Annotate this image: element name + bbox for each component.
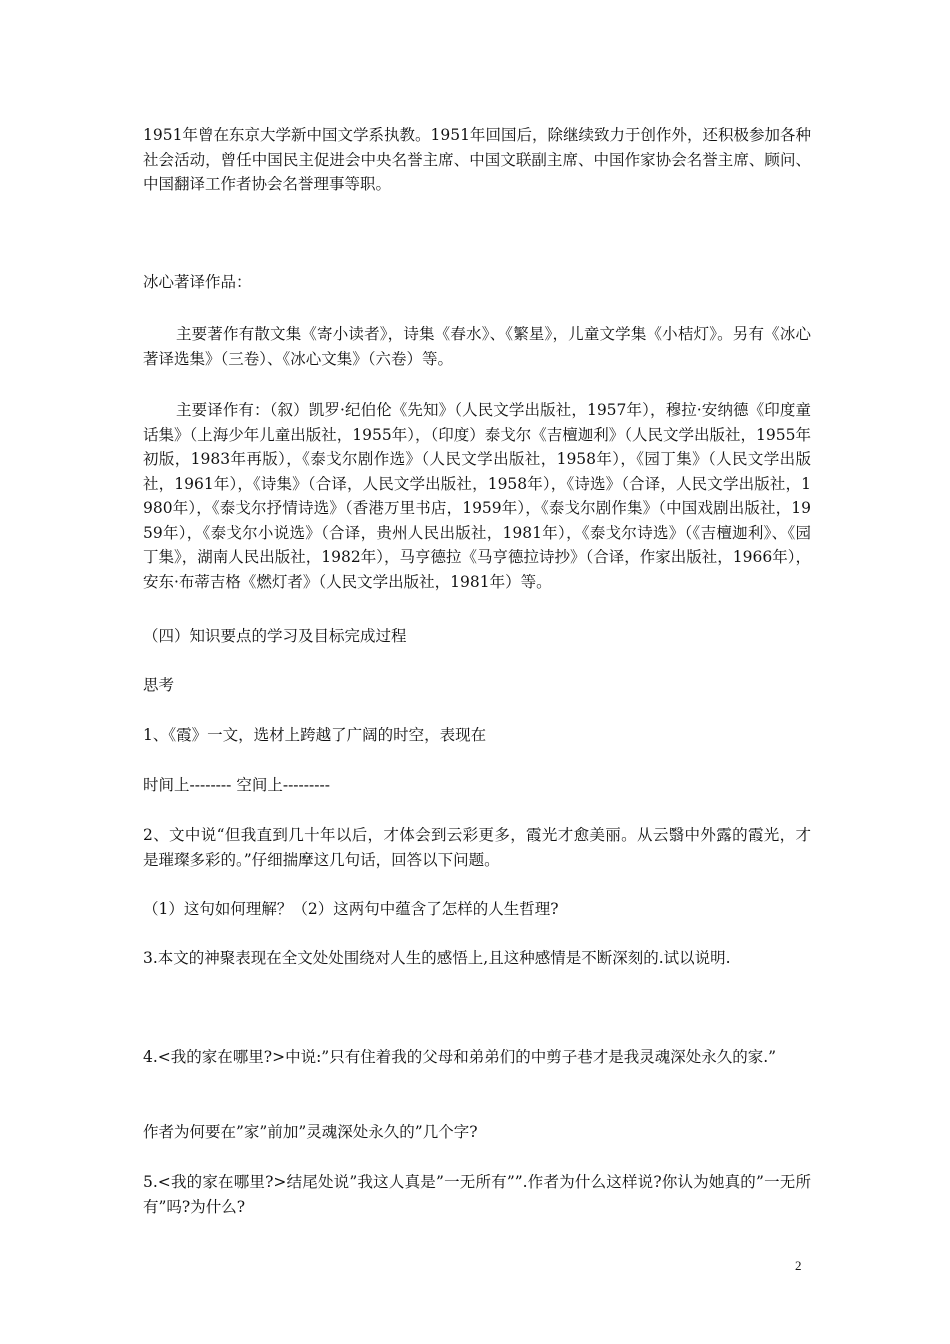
- biography-paragraph: 1951年曾在东京大学新中国文学系执教。1951年回国后，除继续致力于创作外，还积极参加各种社会活动，曾任中国民主促进会中央名誉主席、中国文联副主席、中国作家协会名誉主席、顾问、中国翻译工作者协会名誉理事等职。: [143, 126, 811, 193]
- works-heading: 冰心著译作品：: [143, 273, 252, 291]
- question-3: 3.本文的神聚表现在全文处处围绕对人生的感悟上,且这种感情是不断深刻的.试以说明.: [143, 949, 731, 967]
- translations-paragraph: 主要译作有：（叙）凯罗·纪伯伦《先知》（人民文学出版社，1957年），穆拉·安纳德《印度童话集》（上海少年儿童出版社，1955年），（印度）泰戈尔《吉檀迦利》（人民文学出版社，1955年初版，1983年再版），《泰戈尔剧作选》（人民文学出版社，1958年），《园丁集》（人民文学出版社，1961年），《诗集》（合译，人民文学出版社，1958年），《诗选》（合译，人民文学出版社，1980年），《泰戈尔抒情诗选》（香港万里书店，1959年），《泰戈尔剧作集》（中国戏剧出版社，1959年），《泰戈尔小说选》（合译，贵州人民出版社，1981年），《泰戈尔诗选》（《吉檀迦利》、《园丁集》，湖南人民出版社，1982年），马亨德拉《马亨德拉诗抄》（合译，作家出版社，1966年），安东·布蒂吉格《燃灯者》（人民文学出版社，1981年）等。: [143, 401, 811, 591]
- question-4: 4.<我的家在哪里?>中说:”只有住着我的父母和弟弟们的中剪子巷才是我灵魂深处永久的家.”: [143, 1048, 777, 1066]
- question-2: 2、文中说“但我直到几十年以后，才体会到云彩更多，霞光才愈美丽。从云翳中外露的霞光，才是璀璨多彩的。”仔细揣摩这几句话，回答以下问题。: [143, 826, 811, 869]
- think-heading: 思考: [143, 676, 175, 694]
- main-works-paragraph: 主要著作有散文集《寄小读者》，诗集《春水》、《繁星》，儿童文学集《小桔灯》。另有《冰心著译选集》（三卷）、《冰心文集》（六卷）等。: [143, 325, 811, 368]
- question-2-subquestions: （1）这句如何理解？（2）这两句中蕴含了怎样的人生哲理?: [143, 900, 559, 918]
- section-heading: （四）知识要点的学习及目标完成过程: [143, 627, 407, 645]
- question-5: 5.<我的家在哪里?>结尾处说”我这人真是”一无所有””.作者为什么这样说?你认为她真的”一无所有”吗?为什么?: [143, 1173, 811, 1216]
- question-1: 1、《霞》一文，选材上跨越了广阔的时空，表现在: [143, 726, 487, 744]
- question-4-followup: 作者为何要在”家”前加”灵魂深处永久的”几个字?: [143, 1123, 478, 1141]
- question-1-blanks: 时间上-------- 空间上---------: [143, 776, 330, 794]
- page-number: 2: [795, 1258, 802, 1273]
